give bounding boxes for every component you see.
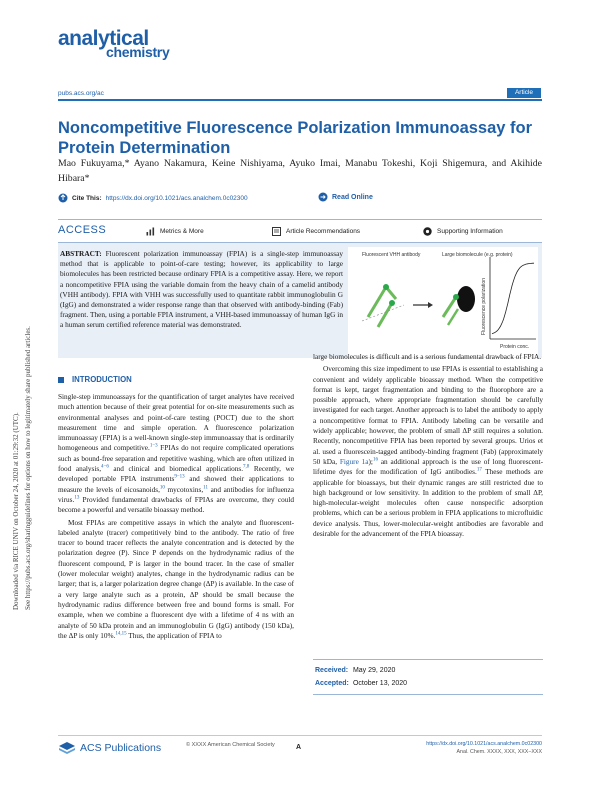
page-number: A [296, 744, 302, 751]
intro-paragraph-1 [58, 392, 294, 516]
article-type-badge: Article [507, 88, 541, 98]
ref-link[interactable]: 10 [159, 485, 165, 491]
read-online-button[interactable] [318, 192, 373, 202]
accepted-label: Accepted: [315, 680, 349, 687]
bar-chart-icon [146, 227, 155, 236]
intro-paragraph-2 [58, 518, 294, 642]
intro-p4-text: an additional approach is the use of long fluorescent-lifetime dyes for the modification of IgG antibodies. [313, 457, 543, 477]
recommendations-link[interactable] [272, 227, 360, 236]
intro-p2-text: Most FPIAs are competitive assays in which the analyte and fluorescent-labeled analyte (tracer) competitively bind to the antibody. The ratio of free tracer to bound tracer reflects the analyte concentration and is detected by the polarization degree (P). Since P depends on the hydrodynamic radius of the fluorescent compound, P is larger in the bound tracer. In the case of smaller (lower molecular weight) analytes, change in the hydrodynamic radius can be larger; that is, a larger polarization degree change (ΔP) is available. In the case of a very large analyte such as a protein, ΔP should be small because the hydrodynamic radius difference between free and bound forms is small. For example, when we combine a fluorescent dye with a lifetime of 4 ns with an analyte of 50 kDa protein and an immunoglobulin G (IgG) antibody (150 kDa), the ΔP is only 10%. [58, 518, 294, 640]
paper-title: Noncompetitive Fluorescence Polarization Immunoassay for Protein Determination [58, 119, 533, 157]
ref-link[interactable]: 14,15 [115, 631, 127, 637]
metrics-link[interactable] [146, 227, 204, 236]
intro-p1-text: and showed their applications to measure the levels of eicosanoids, [58, 475, 294, 494]
received-label: Received: [315, 667, 349, 674]
intro-p1-text: FPIAs do not require complicated operations such as bound-free separation and repetitive washing, which are often utilized in food analysis, [58, 444, 294, 474]
accepted-date: October 13, 2020 [352, 680, 408, 687]
footer-citation [400, 740, 542, 756]
intro-paragraph-4 [313, 364, 543, 539]
metrics-label: Metrics & More [160, 228, 204, 235]
graphic-label-large: Large biomolecule (e.g. protein) [442, 252, 513, 258]
footer-rule [58, 735, 542, 736]
abstract-text [58, 249, 343, 331]
intro-p1-text: mycotoxins, [164, 485, 204, 494]
body-left-column [58, 392, 294, 641]
download-note-line2: See https://pubs.acs.org/sharingguidelines for options on how to legitimately share published articles. [24, 326, 32, 610]
ref-link[interactable]: 16 [372, 457, 378, 463]
abstract-label: ABSTRACT: [60, 249, 102, 258]
intro-p2-text: Thus, the application of FPIA to [126, 631, 222, 640]
intro-p4-text: These methods are applicable for bioassays, but their dynamic ranges are still restricted due to high background or low sensitivity. In addition to the problem of small ΔP, high-molecular-weight molecules often cause nonspecific adsorption problems, which can be a serious problem in FPIA applications to microfluidic device analysis. Thus, lower-molecular-weight antibodies are favorable and desirable for the advancement of the FPIA bioassay. [313, 468, 543, 539]
document-icon [272, 227, 281, 236]
acs-logo-icon [58, 741, 76, 755]
recommendations-label: Article Recommendations [286, 228, 361, 235]
access-bar [58, 219, 542, 243]
access-label: ACCESS [58, 224, 107, 236]
cite-row [58, 193, 248, 203]
abstract-graphic [348, 247, 538, 357]
ref-link[interactable]: 13 [74, 495, 80, 501]
intro-p1-text: Recently, we developed portable FPIA instruments [58, 465, 294, 484]
intro-p4-text: Overcoming this size impediment to use FPIAs is essential to establishing a convenient and widely applicable bioassay method. When the competitive format is kept, target fragmentation and binding to the fluorophore are a possible approach, where appropriate fragmentation should be carefully investigated for each target. Another approach is to label the antibody to apply a noncompetitive format to FPIA. Antibody labeling can be versatile and widely applicable; however, the problem of small ΔP still requires a solution. Recently, noncompetitive FPIA has been reported by several groups. Urios et al. used a fluorescein-tagged antibody-binding fragment (Fab) (approximately 50 kDa, [313, 365, 543, 466]
introduction-heading-text: INTRODUCTION [72, 375, 132, 384]
figure-link[interactable]: Figure 1a [339, 457, 369, 466]
received-accepted-dates [313, 659, 543, 695]
intro-p1-text: and antibodies for influenza virus. [58, 485, 294, 504]
cite-doi-link[interactable]: https://dx.doi.org/10.1021/acs.analchem.0c02300 [105, 194, 248, 202]
plot-x-label: Protein conc. [500, 344, 530, 350]
footer-doi-link[interactable]: https://dx.doi.org/10.1021/acs.analchem.0c02300 [426, 741, 542, 747]
plot-y-label: Fluorescence polarization [481, 278, 487, 335]
ref-link[interactable]: 17 [476, 467, 482, 473]
header-rule [58, 99, 542, 101]
abstract-body: Fluorescent polarization immunoassay (FPIA) is a single-step immunoassay method that is applicable to point-of-care testing; however, its applicability to large biomolecules has been restricted because ordinary FPIA is a competitive assay. Here, we report a noncompetitive FPIA using the variable domain from the heavy chain of a camelid antibody (VHH antibody). FPIA with VHH was successfully used to quantitate rabbit immunoglobulin G (IgG) and demonstrated a wider response range than that observed with antibody-binding (Fab) fragment. Then, using a portable FPIA instrument, a VHH-based immunoassay of human IgG in a human serum certified reference material was demonstrated. [60, 249, 343, 330]
journal-logo-line2: chemistry [106, 44, 170, 60]
introduction-heading [58, 375, 132, 384]
ref-link[interactable]: 11 [203, 485, 208, 491]
graphic-label-vhh: Fluorescent VHH antibody [362, 252, 421, 258]
read-online-icon [318, 192, 328, 202]
acs-publications-logo[interactable] [58, 741, 161, 755]
journal-url[interactable]: pubs.acs.org/ac [58, 90, 104, 97]
intro-p1-text: Provided fundamental drawbacks of FPIAs are overcome, they could become a powerful and versatile bioassay method. [58, 495, 294, 515]
read-online-label: Read Online [332, 193, 373, 201]
author-list: Mao Fukuyama,* Ayano Nakamura, Keine Nishiyama, Ayuko Imai, Manabu Tokeshi, Koji Shigemura, and Akihide Hibara* [58, 158, 542, 184]
cite-label: Cite This: [72, 194, 102, 202]
abstract-box [58, 243, 542, 358]
received-date-row [315, 664, 543, 677]
journal-logo-line1: analytical [58, 27, 149, 50]
footer-journal-citation: Anal. Chem. XXXX, XXX, XXX−XXX [456, 749, 542, 755]
ref-link[interactable]: 9−13 [174, 474, 185, 480]
ref-link[interactable]: 4−6 [101, 464, 109, 470]
body-right-column [313, 352, 543, 539]
intro-p4-text: ); [368, 457, 373, 466]
download-note-line1: Downloaded via RICE UNIV on October 24, 2020 at 01:29:32 (UTC). [12, 412, 20, 610]
intro-p1-text: Single-step immunoassays for the quantification of target analytes have received much attention because of their great potential for on-site measurements such as environmental analyses and point-of-care testing (POCT) due to the short measurement time and simple operation. A fluorescence polarization immunoassay (FPIA) is a well-known single-step immunoassay that is ordinarily homogeneous and competitive. [58, 393, 294, 453]
received-date: May 29, 2020 [352, 667, 396, 674]
intro-paragraph-3: large biomolecules is difficult and is a serious fundamental drawback of FPIA. [313, 353, 542, 361]
supporting-info-label: Supporting Information [437, 228, 503, 235]
copyright-notice: © XXXX American Chemical Society [186, 742, 275, 748]
accepted-date-row [315, 677, 543, 690]
acs-publications-text: ACS Publications [80, 742, 162, 754]
section-bullet [58, 377, 64, 383]
ref-link[interactable]: 7,8 [243, 464, 250, 470]
journal-logo[interactable] [58, 28, 169, 59]
supporting-info-link[interactable] [423, 227, 503, 236]
supporting-info-icon [423, 227, 432, 236]
intro-p1-text: and clinical and biomedical applications. [108, 465, 244, 474]
cite-icon [58, 193, 68, 203]
ref-link[interactable]: 1−3 [149, 444, 158, 450]
